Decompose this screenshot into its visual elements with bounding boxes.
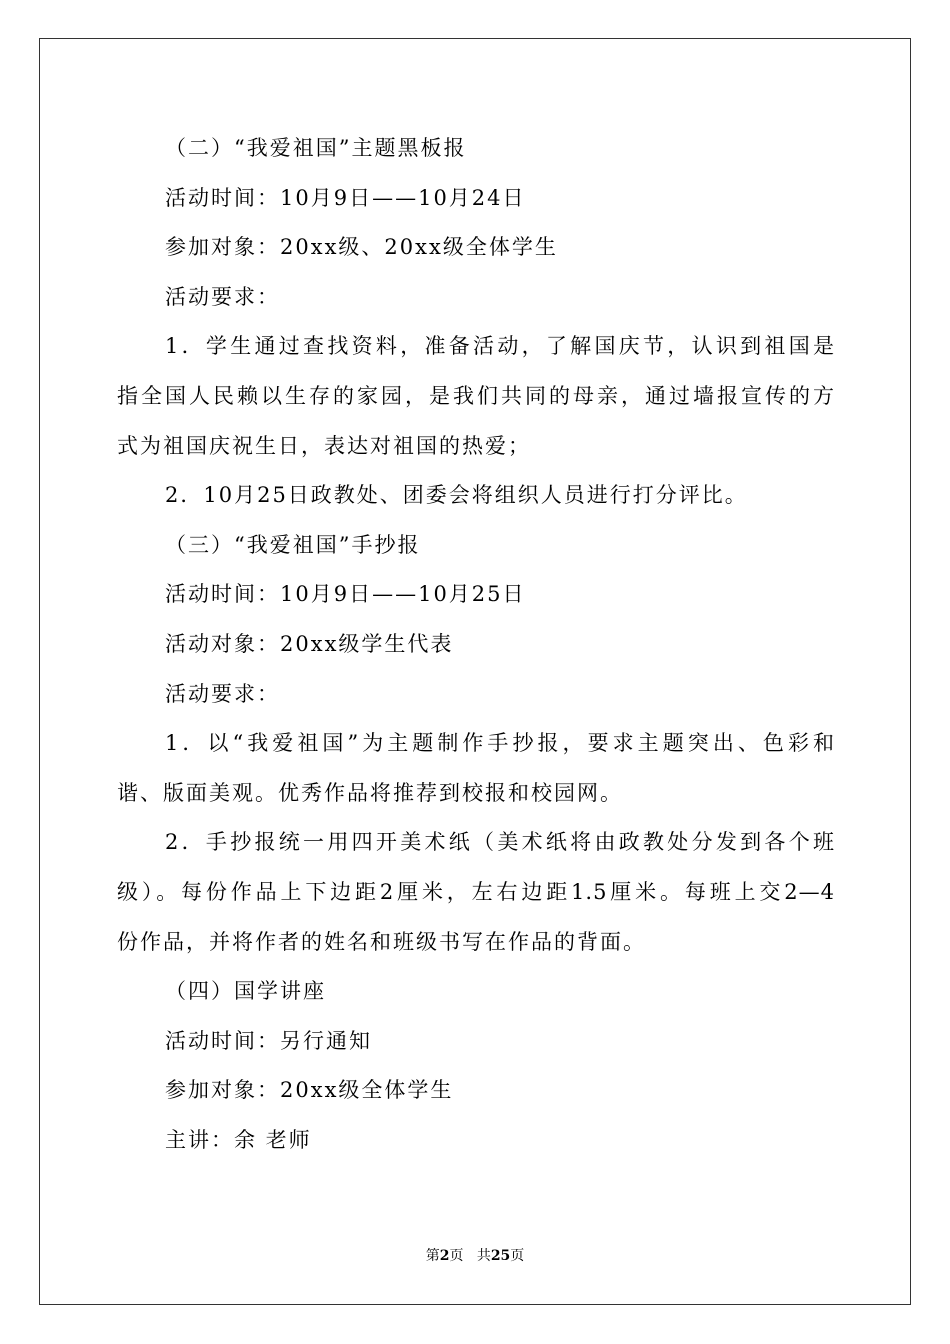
paragraph-line: 指全国人民赖以生存的家园，是我们共同的母亲，通过墙报宣传的方 xyxy=(117,383,835,408)
document-body xyxy=(117,124,835,1165)
page-prefix: 第 xyxy=(425,1248,440,1264)
activity-time: 活动时间：10月9日——10月25日 xyxy=(165,582,526,607)
participants: 活动对象：20xx级学生代表 xyxy=(165,631,454,656)
section-heading-2: （二）“我爱祖国”主题黑板报 xyxy=(165,136,467,160)
participants: 参加对象：20xx级、20xx级全体学生 xyxy=(165,235,558,260)
page-suffix: 页 xyxy=(449,1248,464,1264)
speaker: 主讲：余 老师 xyxy=(165,1127,312,1152)
paragraph-line: 1．以“我爱祖国”为主题制作手抄报，要求主题突出、色彩和 xyxy=(165,731,835,756)
section-heading-3: （三）“我爱祖国”手抄报 xyxy=(165,532,421,557)
total-pages: 25 xyxy=(490,1248,511,1264)
section-heading-4: （四）国学讲座 xyxy=(165,979,326,1004)
paragraph-line: 2．10月25日政教处、团委会将组织人员进行打分评比。 xyxy=(165,483,748,508)
paragraph-line: 1．学生通过查找资料，准备活动，了解国庆节，认识到祖国是 xyxy=(165,334,835,359)
paragraph-line: 2．手抄报统一用四开美术纸（美术纸将由政教处分发到各个班 xyxy=(165,830,835,855)
participants: 参加对象：20xx级全体学生 xyxy=(165,1078,454,1103)
requirements-label: 活动要求： xyxy=(165,284,280,309)
activity-time: 活动时间：10月9日——10月24日 xyxy=(165,185,526,210)
paragraph-line: 谐、版面美观。优秀作品将推荐到校报和校园网。 xyxy=(117,780,623,805)
total-prefix: 共 xyxy=(476,1248,491,1264)
total-suffix: 页 xyxy=(510,1248,525,1264)
page-footer xyxy=(0,1245,950,1265)
paragraph-line: 份作品，并将作者的姓名和班级书写在作品的背面。 xyxy=(117,929,646,954)
activity-time: 活动时间：另行通知 xyxy=(165,1028,372,1053)
paragraph-line: 式为祖国庆祝生日，表达对祖国的热爱； xyxy=(117,433,531,458)
requirements-label: 活动要求： xyxy=(165,681,280,706)
page-number: 2 xyxy=(439,1248,450,1264)
paragraph-line: 级）。每份作品上下边距2厘米，左右边距1.5厘米。每班上交2—4 xyxy=(117,879,835,904)
